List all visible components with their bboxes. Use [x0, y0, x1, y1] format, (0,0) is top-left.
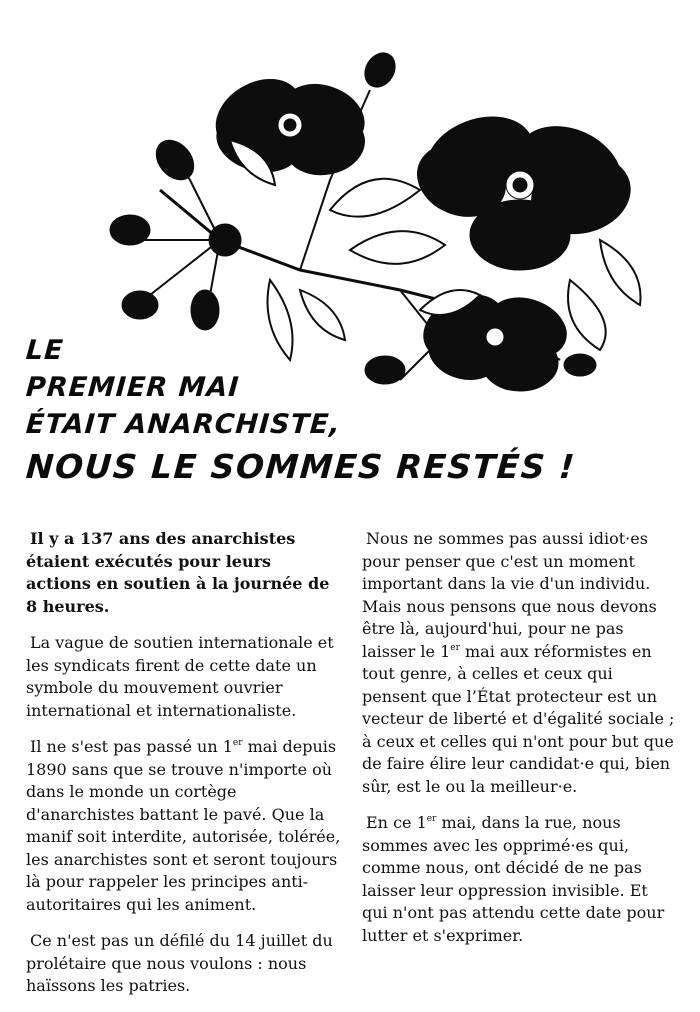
text-run: En ce 1: [366, 813, 427, 832]
left-column: [26, 528, 341, 1012]
ordinal-suffix: er: [450, 642, 460, 653]
paragraph: Ce n'est pas un défilé du 14 juillet du prolétaire que nous voulons : nous haïssons les patries.: [26, 931, 333, 995]
intro-paragraph: Il y a 137 ans des anarchistes étaient exécutés pour leurs actions en soutien à la journée de 8 heures.: [26, 529, 330, 616]
paragraph: [362, 812, 678, 947]
headline: [26, 332, 666, 489]
paragraph: [26, 736, 341, 916]
ordinal-suffix: er: [426, 814, 437, 824]
headline-line-3: ÉTAIT ANARCHISTE,: [24, 409, 342, 440]
paragraph: La vague de soutien internationale et les syndicats firent de cette date un symbole du mouvement ouvrier international et internationaliste.: [26, 633, 334, 720]
paragraph: [362, 528, 678, 798]
text-run: mai, dans la rue, nous sommes avec les opprimé·es qui, comme nous, ont décidé de ne pas laisser leur oppression invisible. Et qui n'ont pas attendu cette date pour lutter et s'exprimer.: [362, 813, 665, 945]
right-column: [362, 528, 678, 961]
text-run: Il ne s'est pas passé un 1: [30, 737, 233, 756]
headline-line-4: NOUS LE SOMMES RESTÉS !: [24, 447, 578, 486]
ordinal-suffix: er: [232, 738, 243, 748]
headline-line-2: PREMIER MAI: [24, 372, 241, 403]
text-run: mai aux réformistes en tout genre, à celles et ceux qui pensent que l’État protecteur est un vecteur de liberté et d'égalité sociale ; à ceux et celles qui n'ont pour but que de faire élire leur candidat·e qui, bien sûr, est le ou la meilleur·e.: [362, 641, 675, 796]
text-run: mai depuis 1890 sans que se trouve n'importe où dans le monde un cortège d'anarchistes battant le pavé. Que la manif soit interdite, autorisée, tolérée, les anarchistes sont et seront toujours là pour rappeler les principes anti-autoritaires qui les animent.: [26, 737, 341, 914]
headline-line-1: LE: [24, 335, 65, 366]
text-run: Nous ne sommes pas aussi idiot·es pour penser que c'est un moment important dans la vie d'un individu. Mais nous pensons que nous devons être là, aujourd'hui, pour ne pas laisser le 1: [362, 529, 657, 661]
